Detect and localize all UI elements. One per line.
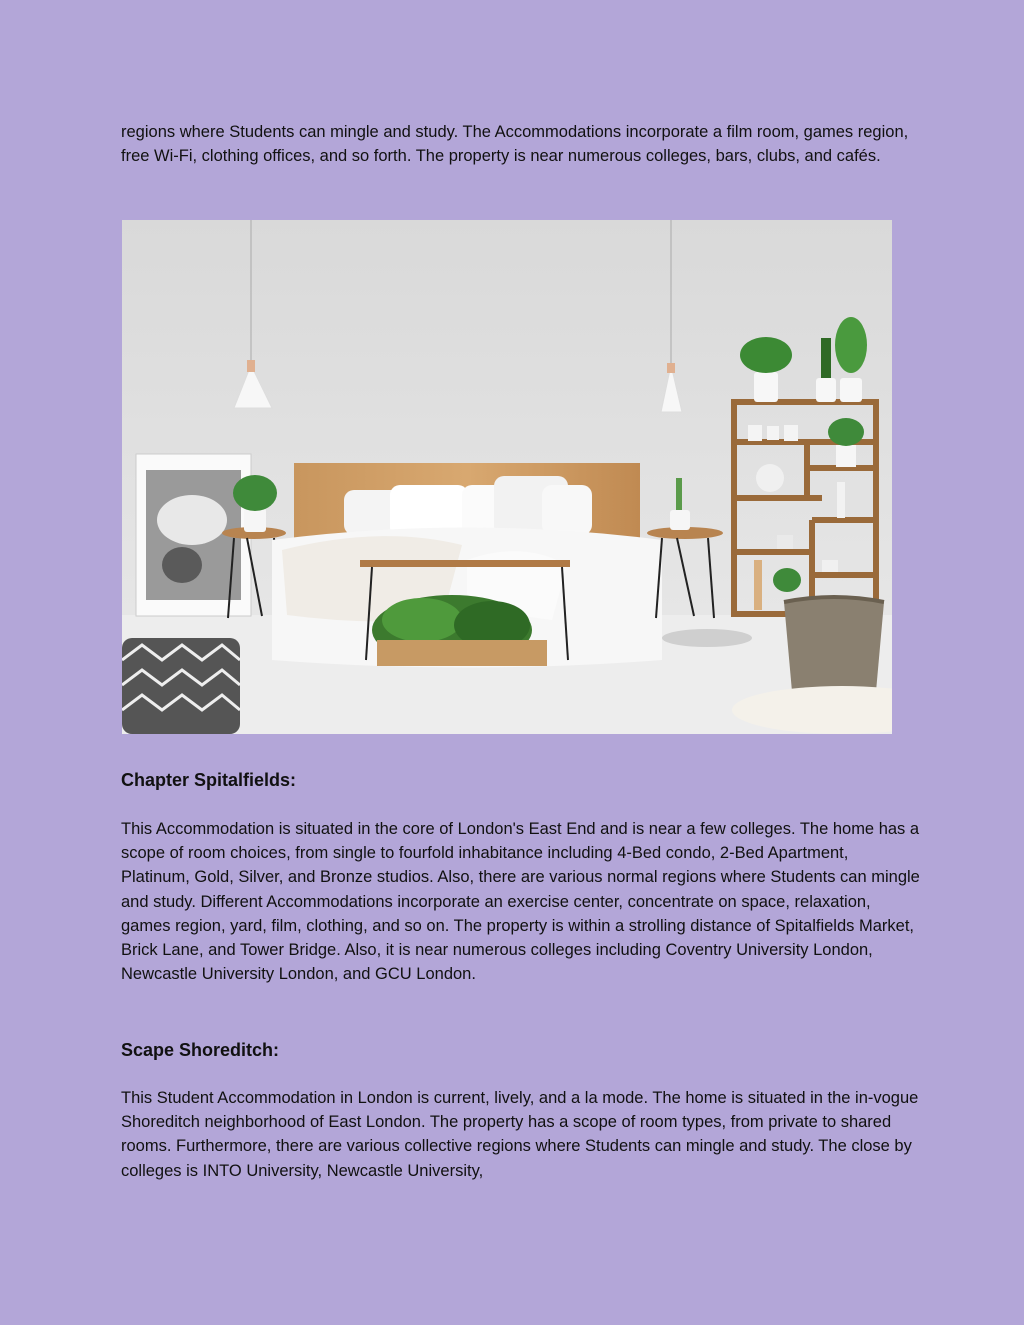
section-body-scape-shoreditch: This Student Accommodation in London is current, lively, and a la mode. The home is situated in the in-vogue Shoreditch neighborhood of East London. The property has a scope of room types, from private to shared rooms. Furthermore, there are various collective regions where Students can mingle and study. The close by colleges is INTO University, Newcastle University, bbox=[121, 1089, 919, 1180]
section-heading-chapter-spitalfields: Chapter Spitalfields: bbox=[121, 770, 297, 790]
section-body-chapter-spitalfields: This Accommodation is situated in the core of London's East End and is near a few colleges. The home has a scope of room choices, from single to fourfold inhabitance including 4-Bed condo, 2-Bed Apartment, Platinum, Gold, Silver, and Bronze studios. Also, there are various normal regions where Students can mingle and study. Different Accommodations incorporate an exercise center, concentrate on space, relaxation, games region, yard, film, clothing, and so on. The property is within a strolling distance of Spitalfields Market, Brick Lane, and Tower Bridge. Also, it is near numerous colleges including Coventry University London, Newcastle University London, and GCU London. bbox=[121, 820, 920, 984]
section-heading-scape-shoreditch: Scape Shoreditch: bbox=[121, 1040, 280, 1060]
bedroom-photo bbox=[122, 220, 892, 734]
intro-paragraph: regions where Students can mingle and study. The Accommodations incorporate a film room, games region, free Wi-Fi, clothing offices, and so forth. The property is near numerous colleges, bars, clubs, and cafés. bbox=[121, 123, 909, 166]
